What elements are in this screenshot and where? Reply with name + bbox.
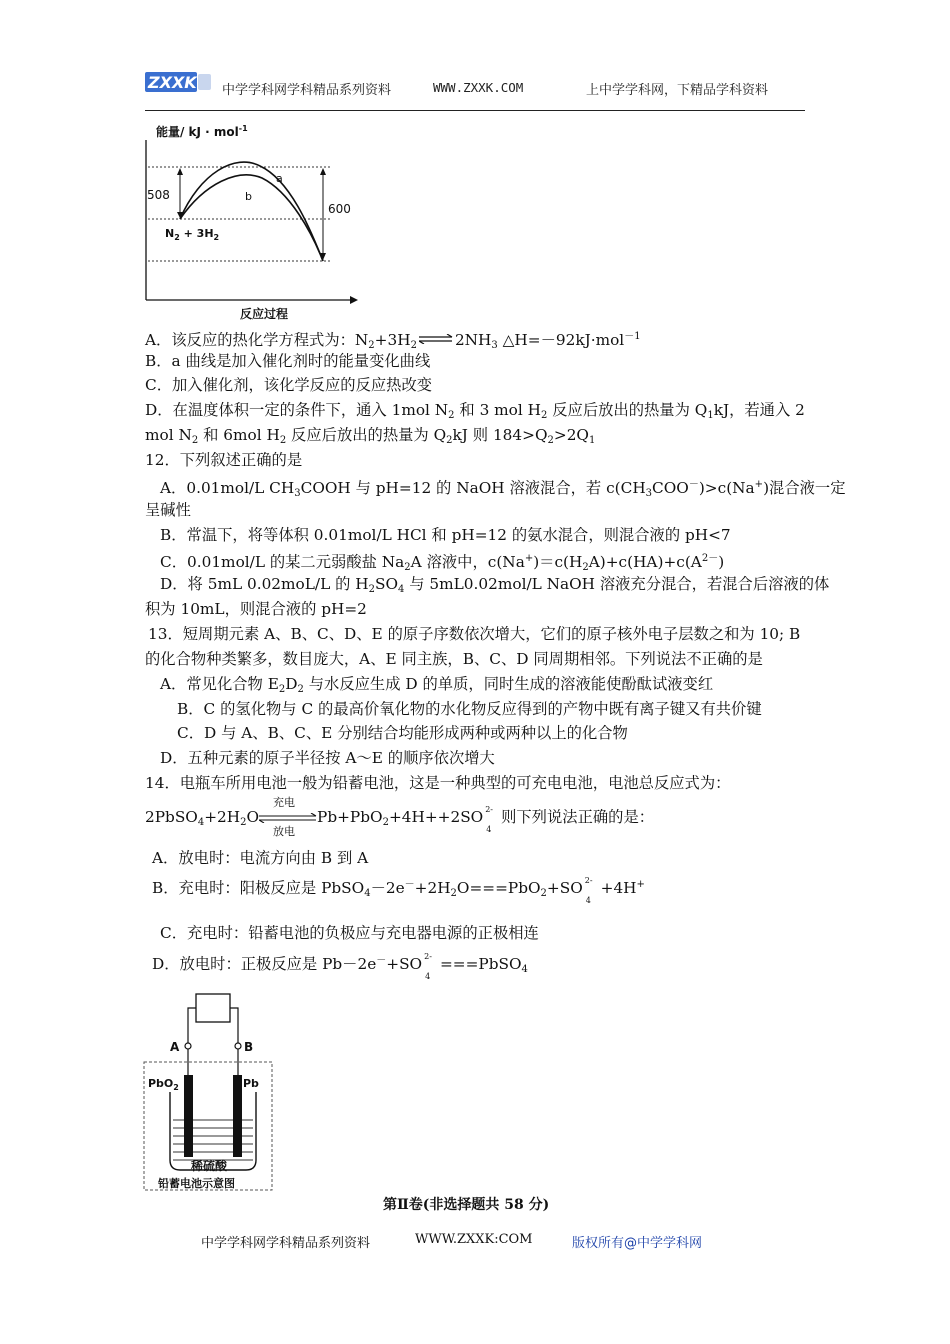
header-left-text: 中学学科网学科精品系列资料	[222, 83, 392, 98]
q11-option-d-line1: D．在温度体积一定的条件下，通入 1mol $N_2$ 和 3 mol $H_2$ 反应后放出的热量为 $Q_1kJ$，若通入 2	[145, 401, 805, 421]
logo-text: ZXXK	[148, 73, 197, 92]
q12-option-a-line1: A．0.01mol/L $CH_3COOH$ 与 pH=12 的 NaOH 溶液混合，若 $c(CH_3COO^-)>c(Na^+)$混合液一定	[160, 479, 846, 499]
energy-diagram	[140, 118, 370, 323]
q13-option-d: D．五种元素的原子半径按 A～E 的顺序依次增大	[160, 749, 495, 767]
q13-option-c: C．D 与 A、B、C、E 分别结合均能形成两种或两种以上的化合物	[177, 724, 628, 742]
header-divider	[145, 110, 805, 111]
header-url: WWW.ZXXK.COM	[433, 80, 524, 95]
reversible-arrow-icon	[259, 813, 317, 823]
q13-stem-line1: 13．短周期元素 A、B、C、D、E 的原子序数依次增大，它们的原子核外电子层数之和为 10; B	[148, 625, 801, 643]
q14-option-a: A．放电时：电流方向由 B 到 A	[152, 849, 369, 867]
section-title: 第Ⅱ卷(非选择题共 58 分)	[383, 1197, 550, 1213]
value-508: 508	[147, 188, 170, 202]
curve-b-label: b	[245, 190, 252, 203]
q12-option-c: C．0.01mol/L 的某二元弱酸盐 $Na_2A$ 溶液中，$c(Na^+)=c(H_2A)+c(HA)+c(A^{2-})$	[160, 553, 725, 573]
q14-equation: $2PbSO_4+2H_2O$ 充电 放电 Pb+PbO$_2$+4H++2SO 2- 4 则下列说法正确的是：	[145, 796, 655, 838]
q12-option-b: B．常温下，将等体积 0.01mol/L HCl 和 pH=12 的氨水混合，则混合液的 pH<7	[160, 526, 731, 544]
q14-option-d: D．放电时：正极反应是 Pb－2e－+SO 2- 4 ===PbSO$_4$	[152, 952, 528, 981]
q11-option-a: A．该反应的热化学方程式为：$N_2+3H_2$ $2NH_3$ △H=－92kJ·mol$^{-1}$	[145, 331, 641, 351]
q12-stem: 12．下列叙述正确的是	[145, 451, 303, 469]
terminal-b-label: B	[244, 1040, 254, 1054]
q11-option-d-line2: mol $N_2$ 和 6mol $H_2$ 反应后放出的热量为 $Q_2kJ$ 则 $184>Q_2>2Q_1$	[145, 426, 596, 446]
equilibrium-arrow-icon	[419, 334, 453, 344]
curve-a-label: a	[276, 172, 283, 185]
pb-electrode-label: Pb	[243, 1077, 259, 1090]
footer-left-text: 中学学科网学科精品系列资料	[201, 1236, 371, 1251]
charge-discharge-arrow: 充电 放电	[259, 807, 317, 829]
lead-acid-battery-diagram	[140, 990, 280, 1195]
q11-option-b: B．a 曲线是加入催化剂时的能量变化曲线	[145, 352, 431, 370]
q14-option-b: B．充电时：阳极反应是 $PbSO_4-2e^-+2H_2O===PbO_2+SO$ 2- 4 +4H+	[152, 876, 645, 905]
q14-stem: 14．电瓶车所用电池一般为铅蓄电池，这是一种典型的可充电电池，电池总反应式为：	[145, 774, 731, 792]
value-600: 600	[328, 202, 351, 216]
q11-option-c: C．加入催化剂，该化学反应的反应热改变	[145, 376, 433, 394]
header-right-text: 上中学学科网，下精品学科资料	[586, 83, 769, 98]
footer-url: WWW.ZXXK:COM	[415, 1232, 533, 1247]
q12-option-a-line2: 呈碱性	[145, 501, 191, 519]
y-axis-label: 能量/ kJ · mol$^{-1}$	[156, 124, 248, 139]
q13-stem-line2: 的化合物种类繁多，数目庞大，A、E 同主族，B、C、D 同周期相邻。下列说法不正确的是	[145, 650, 763, 668]
q14-option-c: C．充电时：铅蓄电池的负极应与充电器电源的正极相连	[160, 924, 539, 942]
footer-copyright: 版权所有@中学学科网	[572, 1236, 703, 1251]
x-axis-label: 反应过程	[240, 307, 289, 321]
zxxk-logo	[145, 70, 212, 94]
terminal-a-label: A	[170, 1040, 180, 1054]
reactants-label: $N_2 + 3H_2$	[165, 227, 220, 242]
q13-option-a: A．常见化合物 $E_2D_2$ 与水反应生成 D 的单质，同时生成的溶液能使酚酞试液变红	[160, 675, 714, 695]
electrolyte-label: 稀硫酸	[191, 1159, 228, 1173]
q13-option-b: B．C 的氢化物与 C 的最高价氧化物的水化物反应得到的产物中既有离子键又有共价键	[177, 700, 762, 718]
q12-option-d-line2: 积为 10mL，则混合液的 pH=2	[145, 600, 367, 618]
pbo2-electrode-label: PbO$_2$	[148, 1077, 179, 1092]
q12-option-d-line1: D．将 5mL 0.02moL/L 的 $H_2SO_4$ 与 5mL0.02mol/L NaOH 溶液充分混合，若混合后溶液的体	[160, 575, 830, 595]
battery-caption: 铅蓄电池示意图	[158, 1177, 235, 1190]
